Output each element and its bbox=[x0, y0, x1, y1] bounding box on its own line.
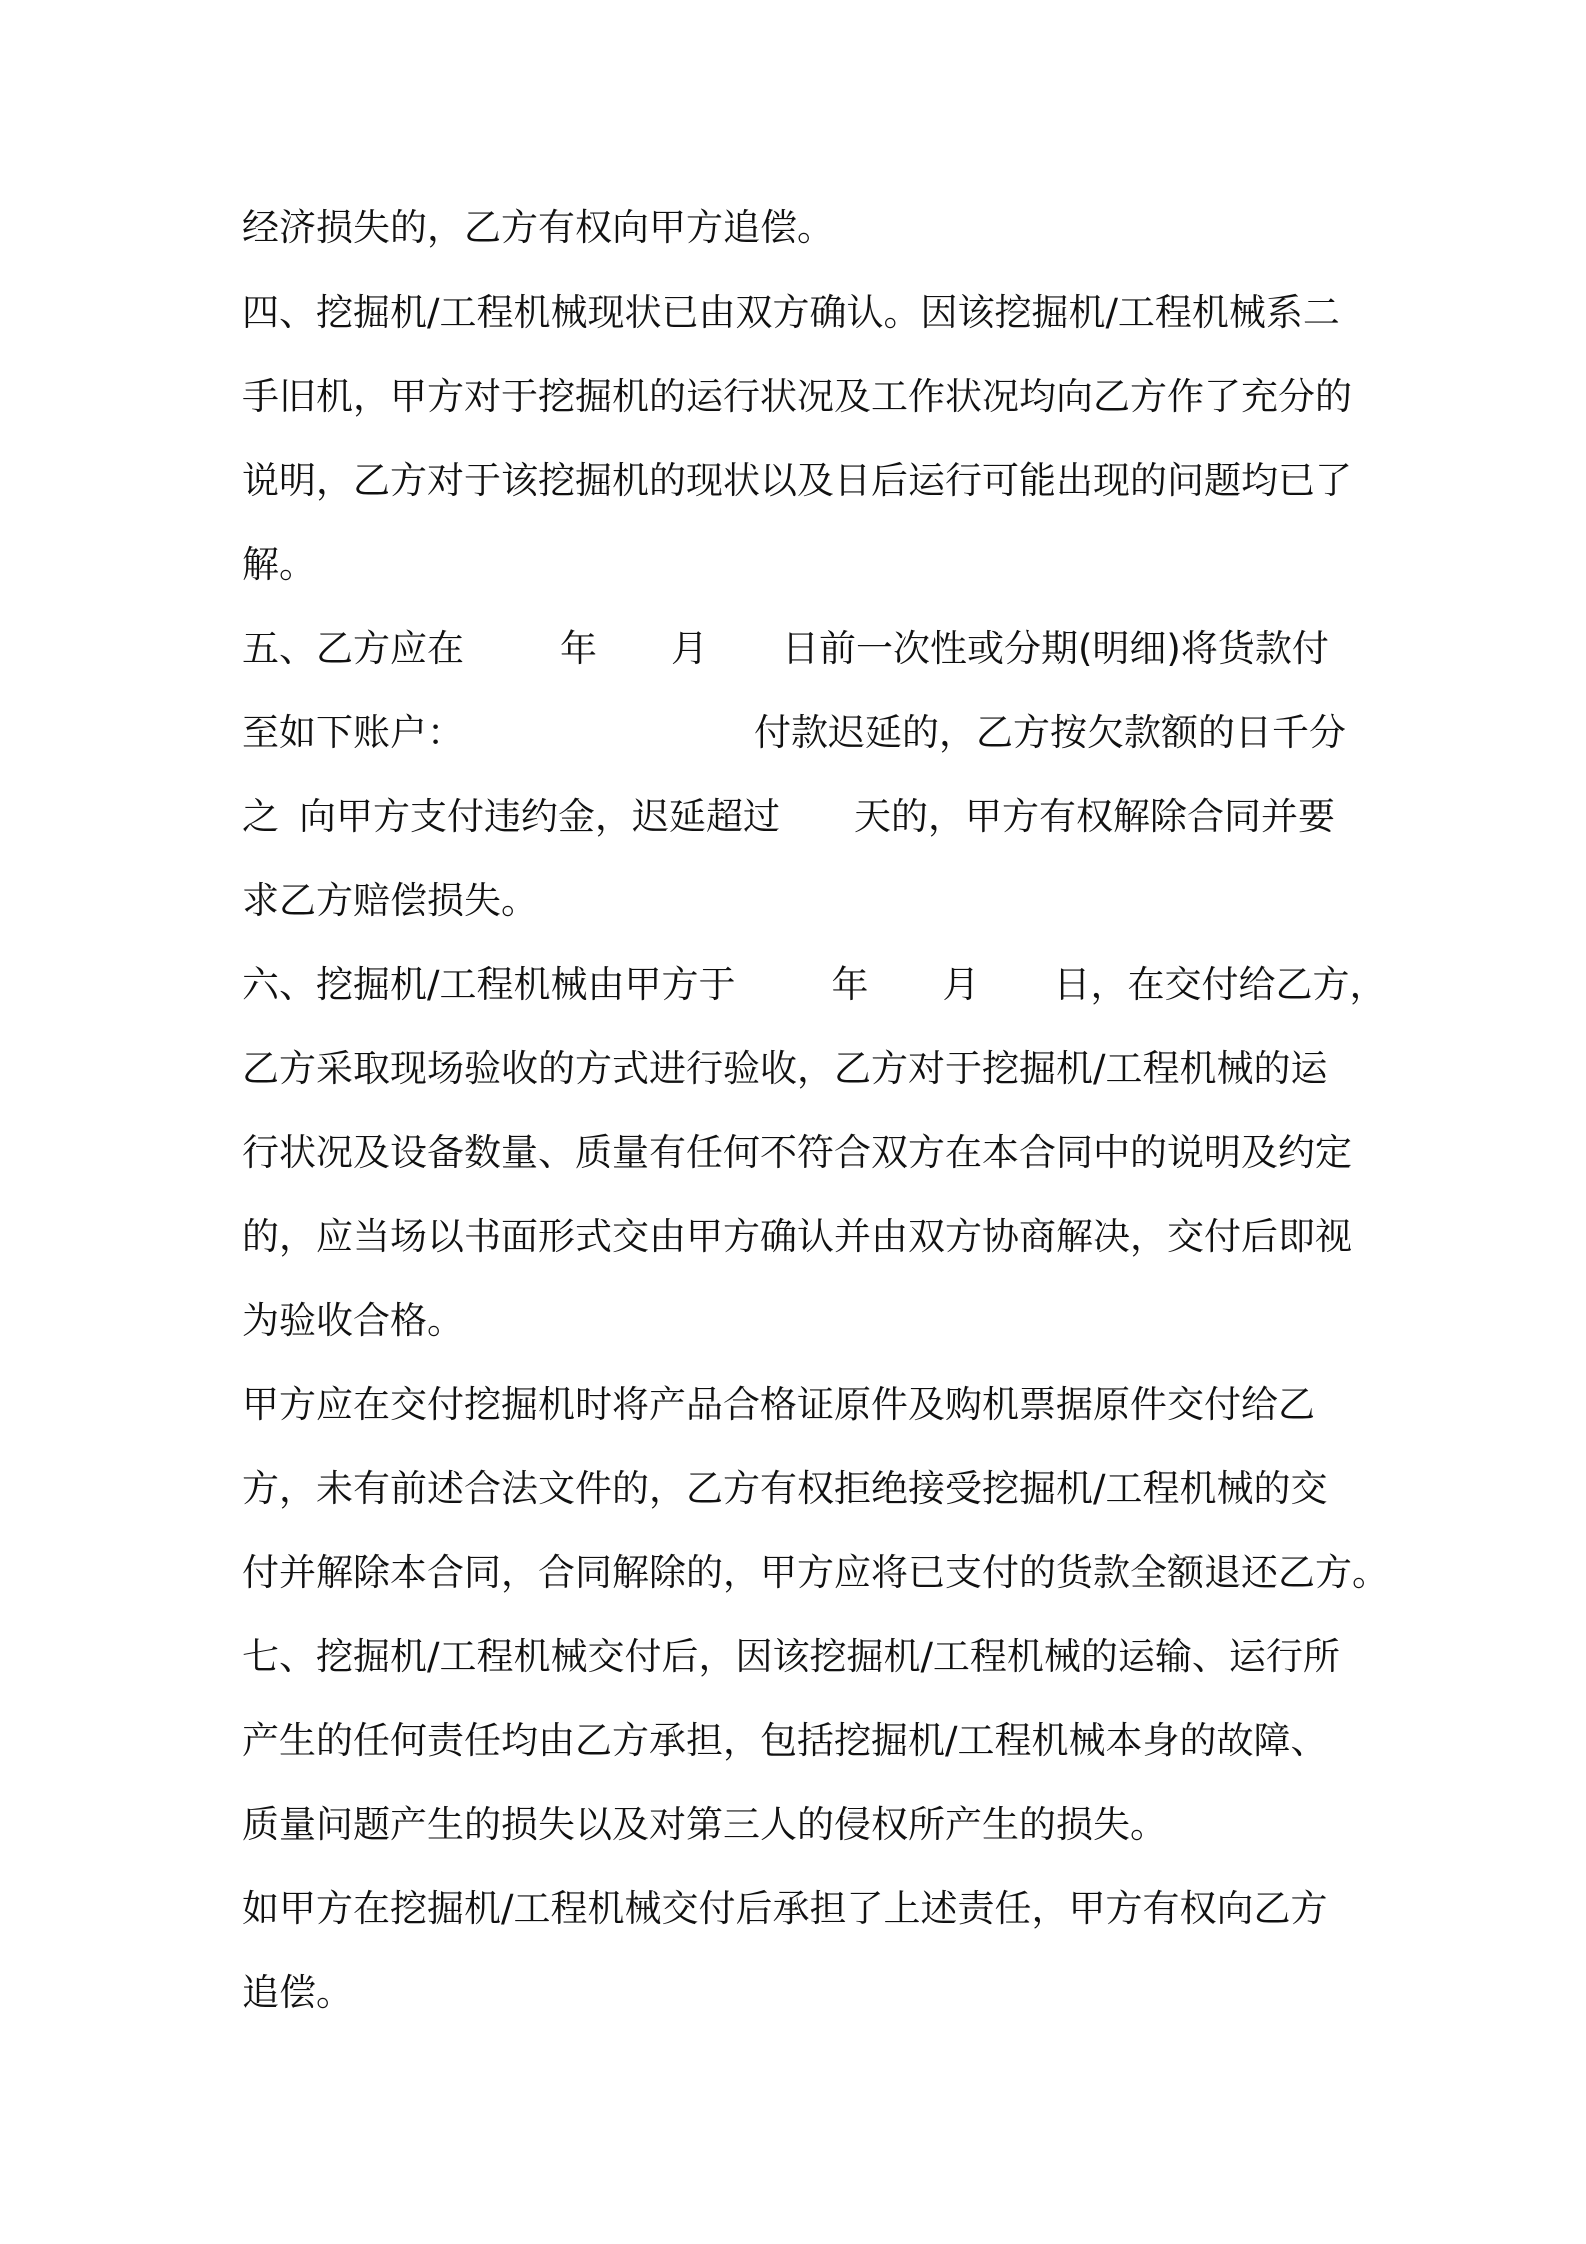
text-segment: 六、挖掘机/工程机械由甲方于 bbox=[242, 963, 736, 1006]
text-segment: 向甲方支付违约金，迟延超过 bbox=[299, 795, 780, 838]
text-line: 质量问题产生的损失以及对第三人的侵权所产生的损失。 bbox=[242, 1803, 1167, 1846]
text-line-with-blanks bbox=[242, 787, 1362, 847]
text-segment: 年 bbox=[560, 627, 597, 670]
text-segment: 日，在交付给乙方， bbox=[1053, 963, 1387, 1006]
text-segment: 付款迟延的，乙方按欠款额的日千分 bbox=[754, 711, 1346, 754]
text-segment: 月 bbox=[671, 627, 708, 670]
text-line: 四、挖掘机/工程机械现状已由双方确认。因该挖掘机/工程机械系二 bbox=[242, 291, 1340, 334]
text-line: 追偿。 bbox=[242, 1971, 353, 2014]
text-segment: 日前一次性或分期(明细)将货款付 bbox=[782, 627, 1329, 670]
text-line: 方，未有前述合法文件的，乙方有权拒绝接受挖掘机/工程机械的交 bbox=[242, 1467, 1328, 1510]
text-line: 如甲方在挖掘机/工程机械交付后承担了上述责任，甲方有权向乙方 bbox=[242, 1887, 1328, 1930]
text-line: 经济损失的，乙方有权向甲方追偿。 bbox=[242, 206, 834, 249]
text-segment: 五、乙方应在 bbox=[242, 627, 464, 670]
text-line: 七、挖掘机/工程机械交付后，因该挖掘机/工程机械的运输、运行所 bbox=[242, 1635, 1340, 1678]
text-line: 乙方采取现场验收的方式进行验收，乙方对于挖掘机/工程机械的运 bbox=[242, 1047, 1328, 1090]
text-line: 手旧机，甲方对于挖掘机的运行状况及工作状况均向乙方作了充分的 bbox=[242, 375, 1352, 418]
text-line: 行状况及设备数量、质量有任何不符合双方在本合同中的说明及约定 bbox=[242, 1131, 1352, 1174]
text-line: 产生的任何责任均由乙方承担，包括挖掘机/工程机械本身的故障、 bbox=[242, 1719, 1328, 1762]
text-line: 甲方应在交付挖掘机时将产品合格证原件及购机票据原件交付给乙 bbox=[242, 1383, 1315, 1426]
text-segment: 月 bbox=[942, 963, 980, 1006]
text-segment: 天的，甲方有权解除合同并要 bbox=[854, 795, 1335, 838]
text-line-with-blanks bbox=[242, 703, 1362, 763]
text-line: 说明，乙方对于该挖掘机的现状以及日后运行可能出现的问题均已了 bbox=[242, 459, 1352, 502]
text-line: 付并解除本合同，合同解除的，甲方应将已支付的货款全额退还乙方。 bbox=[242, 1551, 1389, 1594]
text-line-with-blanks bbox=[242, 955, 1387, 1015]
text-segment: 之 bbox=[242, 795, 279, 838]
text-line: 的，应当场以书面形式交由甲方确认并由双方协商解决，交付后即视 bbox=[242, 1215, 1352, 1258]
text-line: 求乙方赔偿损失。 bbox=[242, 879, 538, 922]
text-line: 解。 bbox=[242, 543, 316, 586]
text-line-with-blanks bbox=[242, 619, 1362, 679]
text-segment: 至如下账户： bbox=[242, 711, 464, 754]
text-line: 为验收合格。 bbox=[242, 1299, 464, 1342]
text-segment: 年 bbox=[831, 963, 869, 1006]
